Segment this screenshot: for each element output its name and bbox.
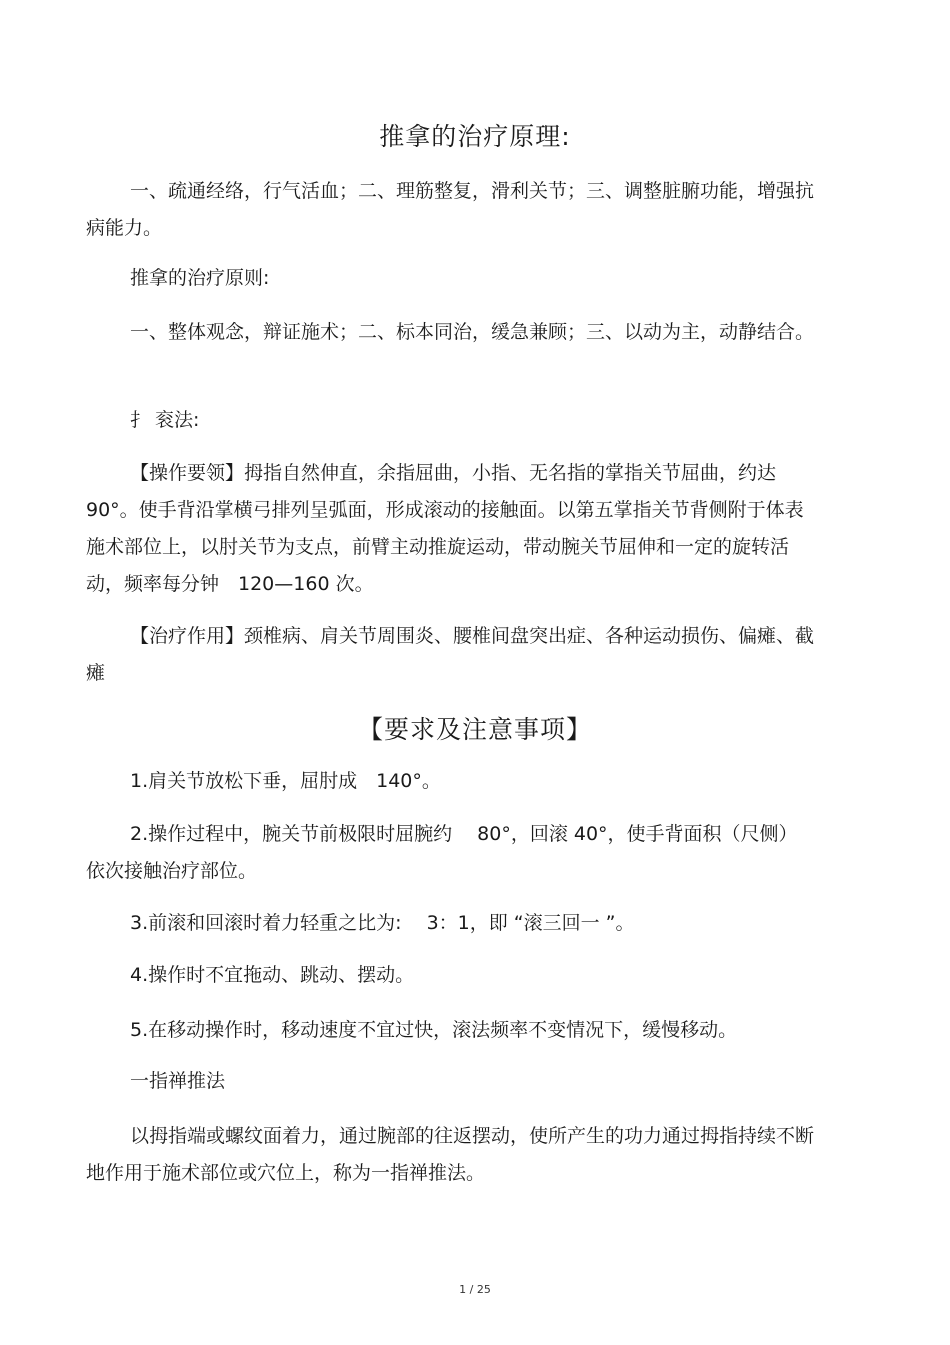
paragraph-principles: 一、疏通经络，行气活血；二、理筋整复，滑利关节；三、调整脏腑功能，增强抗病能力。 [86,180,815,239]
paragraph-treatment-rules: 一、整体观念，辩证施术；二、标本同治，缓急兼顾；三、以动为主，动静结合。 [130,321,815,343]
page-number: 1 / 25 [459,1283,491,1296]
heading-roll-method: 扌 衮法: [130,409,200,431]
paragraph-one-finger-method: 以拇指端或螺纹面着力，通过腕部的往返摆动，使所产生的功力通过拇指持续不断地作用于施术部位或穴位上，称为一指禅推法。 [86,1125,815,1184]
requirement-item-3: 3.前滚和回滚时着力轻重之比为: 3：1，即 “滚三回一 ”。 [130,912,635,934]
heading-one-finger-method: 一指禅推法 [130,1070,226,1092]
paragraph-operation-essentials: 【操作要领】拇指自然伸直，余指屈曲，小指、无名指的掌指关节屈曲，约达 90°。使手背沿掌横弓排列呈弧面，形成滚动的接触面。以第五掌指关节背侧附于体表施术部位上，以肘关节为支点，前臂主动推旋运动，带动腕关节屈伸和一定的旋转活动，频率每分钟 120—160 次。 [86,462,804,595]
requirement-item-2: 2.操作过程中，腕关节前极限时屈腕约 80°，回滚 40°，使手背面积（尺侧）依次接触治疗部位。 [86,823,798,882]
requirement-item-1: 1.肩关节放松下垂，屈肘成 140°。 [130,770,441,792]
section-title-principles: 推拿的治疗原理: [379,122,571,151]
requirement-item-5: 5.在移动操作时，移动速度不宜过快，滚法频率不变情况下，缓慢移动。 [130,1019,738,1041]
section-title-requirements: 【要求及注意事项】 [357,715,592,744]
requirement-item-4: 4.操作时不宜拖动、跳动、摆动。 [130,964,415,986]
heading-treatment-rules: 推拿的治疗原则: [130,267,270,289]
paragraph-therapeutic-effect: 【治疗作用】颈椎病、肩关节周围炎、腰椎间盘突出症、各种运动损伤、偏瘫、截瘫 [86,625,815,684]
